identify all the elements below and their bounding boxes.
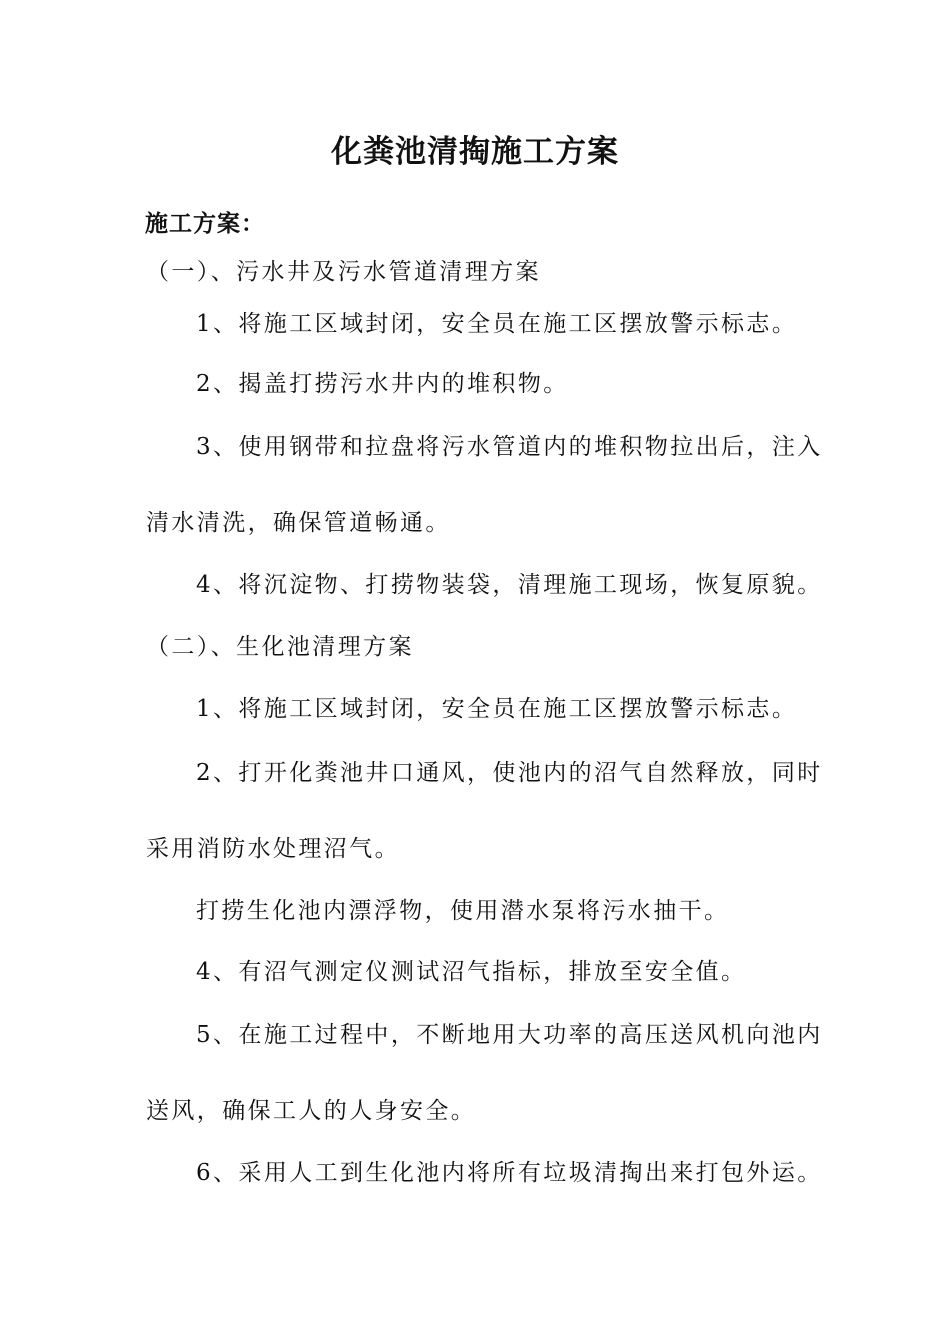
section-heading: 施工方案：: [145, 211, 265, 237]
section2-item6: 6、采用人工到生化池内将所有垃圾清掏出来打包外运。: [196, 1160, 823, 1186]
section2-item2-line2: 采用消防水处理沼气。: [146, 836, 400, 862]
section2-item5-line1: 5、在施工过程中，不断地用大功率的高压送风机向池内: [196, 1022, 823, 1048]
section1-title: （一）、污水井及污水管道清理方案: [146, 259, 541, 285]
section2-item3: 打捞生化池内漂浮物，使用潜水泵将污水抽干。: [196, 898, 730, 924]
section1-item4: 4、将沉淀物、打捞物装袋，清理施工现场，恢复原貌。: [196, 572, 823, 598]
section1-item3-line1: 3、使用钢带和拉盘将污水管道内的堆积物拉出后，注入: [196, 434, 823, 460]
section2-item4: 4、有沼气测定仪测试沼气指标，排放至安全值。: [196, 959, 747, 985]
section2-title: （二）、生化池清理方案: [146, 634, 414, 660]
section2-item1: 1、将施工区域封闭，安全员在施工区摆放警示标志。: [196, 696, 798, 722]
section1-item2: 2、揭盖打捞污水井内的堆积物。: [196, 371, 569, 397]
section1-item1: 1、将施工区域封闭，安全员在施工区摆放警示标志。: [196, 311, 798, 337]
section2-item5-line2: 送风，确保工人的人身安全。: [146, 1098, 477, 1124]
section2-item2-line1: 2、打开化粪池井口通风，使池内的沼气自然释放，同时: [196, 760, 823, 786]
section1-item3-line2: 清水清洗，确保管道畅通。: [146, 510, 451, 536]
page-title: 化粪池清掏施工方案: [331, 134, 619, 170]
